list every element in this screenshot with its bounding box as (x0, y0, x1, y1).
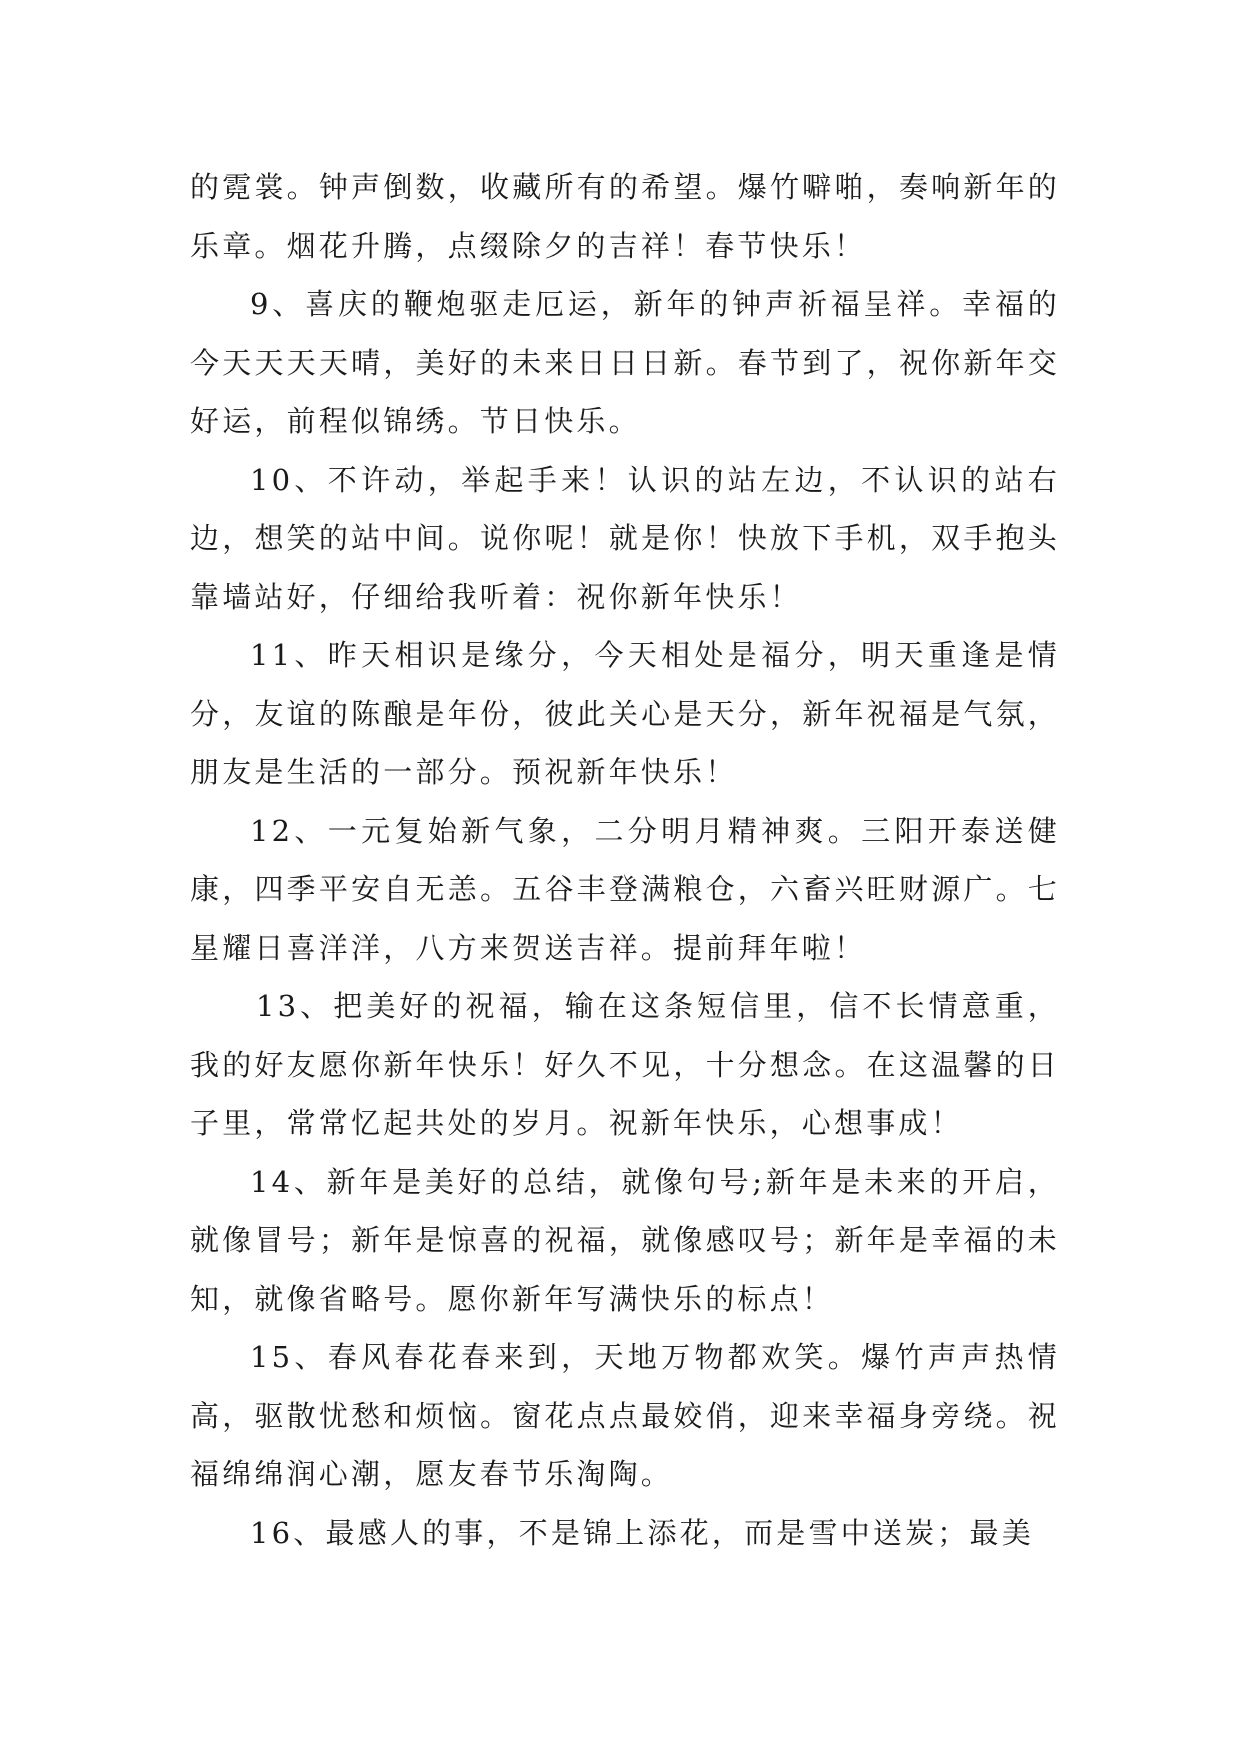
paragraph-9: 9、喜庆的鞭炮驱走厄运，新年的钟声祈福呈祥。幸福的今天天天天晴，美好的未来日日日新。春节到了，祝你新年交好运，前程似锦绣。节日快乐。 (190, 287, 1060, 438)
body-text (190, 158, 1060, 1562)
paragraph-13: 13、把美好的祝福，输在这条短信里，信不长情意重，我的好友愿你新年快乐！好久不见，十分想念。在这温馨的日子里，常常忆起共处的岁月。祝新年快乐，心想事成！ (190, 989, 1060, 1140)
paragraph-15: 15、春风春花春来到，天地万物都欢笑。爆竹声声热情高，驱散忧愁和烦恼。窗花点点最姣俏，迎来幸福身旁绕。祝福绵绵润心潮，愿友春节乐淘陶。 (190, 1340, 1060, 1491)
paragraph-12: 12、一元复始新气象，二分明月精神爽。三阳开泰送健康，四季平安自无恙。五谷丰登满粮仓，六畜兴旺财源广。七星耀日喜洋洋，八方来贺送吉祥。提前拜年啦！ (190, 813, 1060, 965)
paragraph-14: 14、新年是美好的总结，就像句号;新年是未来的开启，就像冒号；新年是惊喜的祝福，就像感叹号；新年是幸福的未知，就像省略号。愿你新年写满快乐的标点！ (190, 1164, 1060, 1316)
paragraph-8-continuation: 的霓裳。钟声倒数，收藏所有的希望。爆竹噼啪，奏响新年的乐章。烟花升腾，点缀除夕的吉祥！春节快乐！ (190, 170, 1060, 263)
paragraph-10: 10、不许动，举起手来！认识的站左边，不认识的站右边，想笑的站中间。说你呢！就是你！快放下手机，双手抱头靠墙站好，仔细给我听着：祝你新年快乐！ (190, 462, 1060, 614)
paragraph-16-start: 16、最感人的事，不是锦上添花，而是雪中送炭；最美 (250, 1515, 1034, 1550)
paragraph-11: 11、昨天相识是缘分，今天相处是福分，明天重逢是情分，友谊的陈酿是年份，彼此关心是天分，新年祝福是气氛，朋友是生活的一部分。预祝新年快乐！ (190, 638, 1060, 789)
